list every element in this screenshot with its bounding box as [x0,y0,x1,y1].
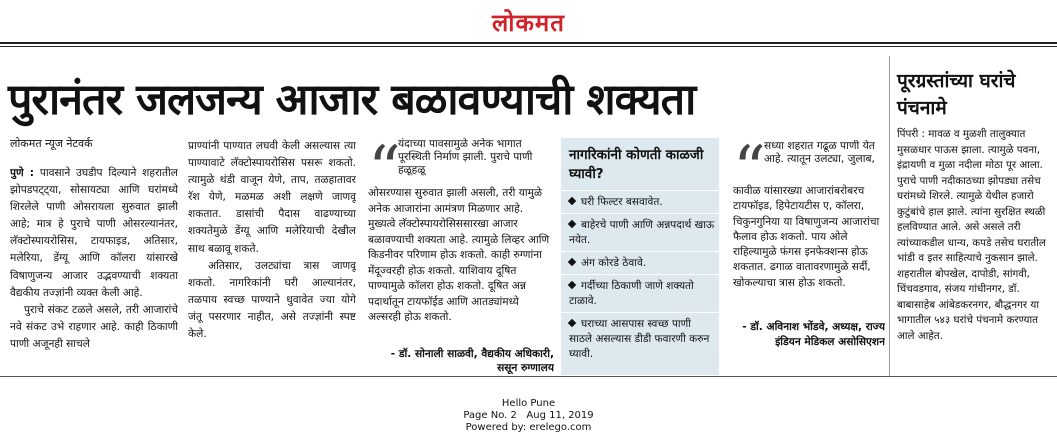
sidebar-title: पूरग्रस्तांच्या घरांचे पंचनामे [897,70,1016,119]
quote-2-signature: - डॉ. अविनाश भोंडवे, अध्यक्ष, राज्य इंडियन मेडिकल असोसिएशन [742,321,885,348]
page-footer [0,398,1057,433]
bullet-icon [568,197,576,205]
sidebar-divider [889,56,890,376]
list-item-text: गर्दीच्या ठिकाणी जाणे शक्यतो टाळावे. [569,280,694,307]
masthead [0,0,1057,40]
column-1-paragraph-2: पुराचे संकट टळले असले, तरी आजारांचे नवे संकट उभे राहणार आहे. काही ठिकाणी पाणी अजूनही साचले [10,303,178,350]
list-item [561,274,719,312]
precautions-list [561,190,719,365]
list-item-text: बाहेरचे पाणी आणि अन्नपदार्थ खाऊ नयेत. [569,219,715,246]
quote-1-text: ओसरण्यास सुरुवात झाली असली, तरी यामुळे अनेक आजारांना आमंत्रण मिळणार आहे. मुख्यत्वे लॅक्टोस्पायरोसिससारखा आजार बळावण्याची शक्यता आहे. त्यामुळे लिव्हर आणि किडनीवर परिणाम होऊ शकतो. काही रुग्णांना मेंदूज्वरही होऊ शकतो. याशिवाय दूषित पाण्यामुळे कॉलरा होऊ शकतो. दूषित अन्न पदार्थातून टायफॉईड आणि आतड्यांमध्ये अल्सरही होऊ शकतो. [368,187,550,323]
article-column-2 [188,138,356,375]
bottom-rule [0,376,1057,377]
quote-mark-icon: “ [368,133,401,207]
bullet-icon [568,319,576,327]
list-item [561,213,719,251]
list-item-text: घरी फिल्टर बसवावेत. [581,196,663,208]
quote-1-lead: यंदाच्या पावसामुळे अनेक भागात पूरस्थिती निर्माण झाली. पुराचे पाणी हळूहळू [398,138,533,176]
quote-2-lead: सध्या शहरात गढूळ पाणी येत आहे. त्यातून उलट्या, जुलाब, [764,140,875,165]
bullet-icon [568,281,576,289]
list-item [561,312,719,365]
bullet-icon [568,220,576,228]
column-2-paragraph-2: अतिसार, उलट्यांचा त्रास जाणवू शकतो. नागरिकांनी घरी आल्यानंतर, तळपाय स्वच्छ पाण्याने धुवावेत ज्या योगे जंतू पसरणार नाहीत, असे तज्ज्ञांनी स्पष्ट केले. [188,259,356,341]
quote-1-signature: - डॉ. सोनाली साळवी, वैद्यकीय अधिकारी, ससून रुग्णालय [390,348,554,374]
column-2-paragraph-1: प्राण्यांनी पाण्यात लघवी केली असल्यास त्या पाण्यावाटे लॅक्टोस्पायरोसिस पसरू शकतो. त्यामुळे थंडी वाजून येणे, ताप, तळहातावर रॅश येणे, मळमळ अशी लक्षणे जाणवू शकतात. डासांची पैदास वाढण्याच्या शक्यतेमुळे डेंग्यू आणि मलेरियाची देखील साथ बळावू शकते. [188,140,356,255]
list-item-text: अंग कोरडे ठेवावे. [581,257,647,269]
quote-mark-icon: “ [733,133,766,207]
list-item-text: घराच्या आसपास स्वच्छ पाणी साठले असल्यास डीडी फवारणी करुन घ्यावी. [569,318,710,360]
quote-2-text: कावीळ यांसारख्या आजारांबरोबरच टायफॉइड, हिपेटायटीस ए, कॉलरा, चिकुनगुनिया या विषाणुजन्य आजारांचा फैलाव होऊ शकतो. पाय ओले राहिल्यामुळे फंगस इनफेक्शन्स होऊ शकतात. ढगाळ वातावरणामुळे सर्दी, खोकल्याचा त्रास होऊ शकतो. [733,185,880,289]
byline: लोकमत न्यूज नेटवर्क [10,137,93,150]
page-date-label: Page No. 2 Aug 11, 2019 [463,410,594,421]
bullet-icon [568,258,576,266]
article-column-1 [10,165,178,375]
headline: पुरानंतर जलजन्य आजार बळावण्याची शक्यता [8,75,696,125]
list-item [561,251,719,274]
sidebar-text: पिंपरी : मावळ व मुळशी तालुक्यात मुसळधार पाऊस झाला. त्यामुळे पवना, इंद्रायणी व मुळा नदीला मोठा पूर आला. पुराचे पाणी नदीकाठच्या झोपड्या तसेच घरांमध्ये शिरले. त्यामुळे येथील हजारो कुटुंबांचे हाल झाले. त्यांना सुरक्षित स्थळी हलविण्यात आले. असे असले तरी त्यांच्याकडील धान्य, कपडे तसेच घरातील भांडी व इतर साहित्याचे नुकसान झाले. शहरातील बोपखेल, दापोडी, सांगवी, चिंचवडगाव, संजय गांधीनगर, डॉ. बाबासाहेब आंबेडकरनगर, बौद्धनगर या भागातील ५४३ घरांचे पंचनामे करण्यात आले आहेत. [897,128,1046,342]
lokmat-logo: लोकमत [492,8,565,37]
list-item [561,190,719,213]
edition-label: Hello Pune [501,398,556,409]
top-rule-thin [0,46,1057,47]
powered-by-label: Powered by: erelego.com [465,422,592,433]
top-rule [0,42,1057,44]
precautions-box [561,138,719,375]
precautions-title: नागरिकांनी कोणती काळजी घ्यावी? [569,147,704,182]
dateline: पुणे : [10,167,35,179]
column-1-paragraph-1: पावसाने उघडीप दिल्याने शहरातील झोपडपट्ट्या, सोसायट्या आणि घरांमध्ये शिरलेले पाणी ओसरायला सुरुवात झाली आहे; मात्र हे पुराचे पाणी ओसरल्यानंतर, लॅक्टोस्पायरोसिस, टायफाइड, अतिसार, मलेरिया, डेंग्यू आणि कॉलरा यांसारखे विषाणुजन्य आजार उद्भवण्याची शक्यता वैद्यकीय तज्ज्ञांनी व्यक्त केली आहे. [10,167,178,299]
